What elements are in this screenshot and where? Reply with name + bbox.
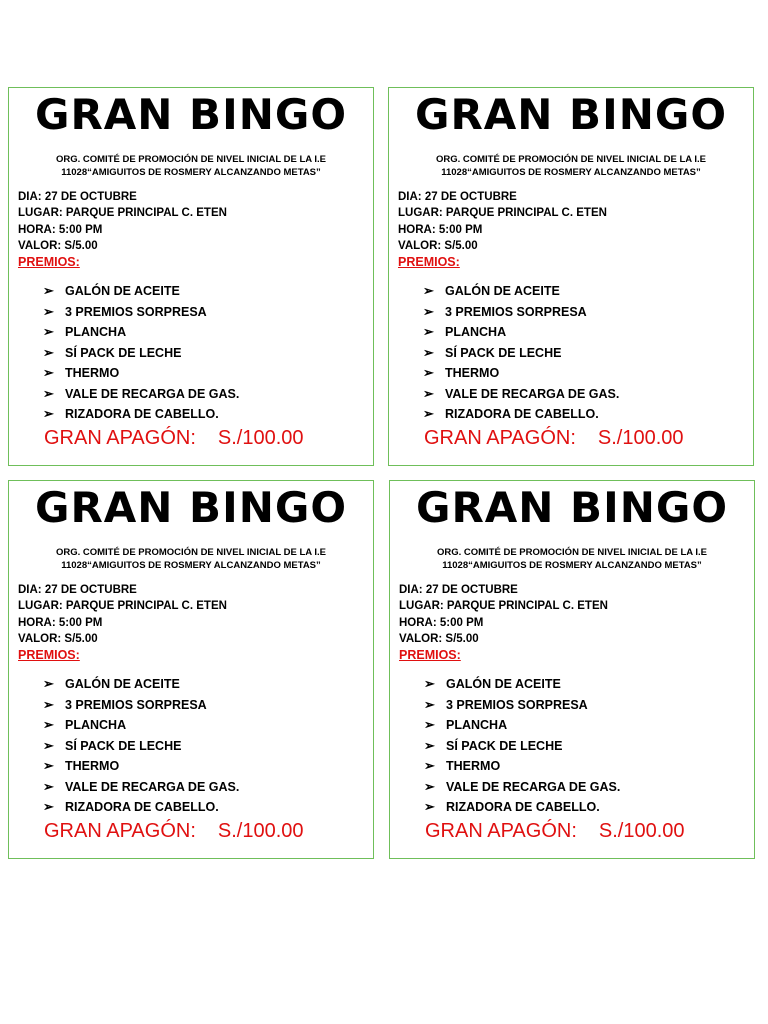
card-title: GRAN BINGO (34, 90, 348, 139)
prize-label: VALE DE RECARGA DE GAS. (446, 779, 621, 794)
arrowhead-bullet-icon: ➢ (423, 365, 434, 380)
event-place: LUGAR: PARQUE PRINCIPAL C. ETEN (18, 600, 227, 613)
prize-item (43, 674, 239, 695)
arrowhead-bullet-icon: ➢ (43, 778, 54, 794)
prize-item (43, 363, 239, 384)
event-price: VALOR: S/5.00 (18, 632, 98, 645)
prize-item (43, 343, 239, 364)
event-info (18, 189, 227, 254)
event-date: DIA: 27 DE OCTUBRE (18, 191, 137, 203)
arrowhead-bullet-icon: ➢ (43, 283, 54, 298)
event-time: HORA: 5:00 PM (399, 616, 484, 629)
prize-label: THERMO (445, 366, 500, 380)
event-place: LUGAR: PARQUE PRINCIPAL C. ETEN (398, 207, 607, 220)
prize-item (423, 302, 619, 323)
arrowhead-bullet-icon: ➢ (43, 676, 54, 691)
prize-label: THERMO (65, 759, 120, 773)
prize-label: PLANCHA (446, 718, 508, 732)
prize-label: VALE DE RECARGA DE GAS. (65, 779, 240, 794)
arrowhead-bullet-icon: ➢ (424, 737, 435, 753)
arrowhead-bullet-icon: ➢ (424, 758, 435, 773)
prize-item (424, 756, 620, 777)
event-date: DIA: 27 DE OCTUBRE (18, 584, 137, 596)
organizer-line: ORG. COMITÉ DE PROMOCIÓN DE NIVEL INICIAL DE LA I.E (55, 547, 327, 558)
prize-item (43, 756, 239, 777)
prize-label: PLANCHA (65, 718, 127, 732)
prize-label: RIZADORA DE CABELLO. (445, 407, 599, 421)
organizer-line: 11028“AMIGUITOS DE ROSMERY ALCANZANDO METAS” (61, 167, 321, 178)
prize-item (423, 281, 619, 302)
prize-label: RIZADORA DE CABELLO. (446, 800, 600, 814)
grand-prize-label: GRAN APAGÓN: (44, 427, 196, 449)
prize-list (423, 281, 619, 425)
arrowhead-bullet-icon: ➢ (423, 406, 434, 421)
arrowhead-bullet-icon: ➢ (423, 283, 434, 298)
arrowhead-bullet-icon: ➢ (424, 676, 435, 691)
prize-label: VALE DE RECARGA DE GAS. (65, 386, 240, 401)
prize-item (423, 322, 619, 343)
arrowhead-bullet-icon: ➢ (423, 324, 434, 339)
prize-label: RIZADORA DE CABELLO. (65, 800, 219, 814)
grand-prize (425, 818, 685, 844)
prize-label: SÍ PACK DE LECHE (446, 738, 563, 753)
prize-item (43, 302, 239, 323)
arrowhead-bullet-icon: ➢ (43, 717, 54, 732)
organizer-text (389, 153, 753, 179)
prize-list (43, 674, 239, 818)
grand-prize-amount: S./100.00 (217, 820, 304, 842)
prize-item (423, 363, 619, 384)
arrowhead-bullet-icon: ➢ (43, 737, 54, 753)
grand-prize-label: GRAN APAGÓN: (424, 427, 576, 449)
arrowhead-bullet-icon: ➢ (423, 344, 434, 360)
grand-prize-label: GRAN APAGÓN: (44, 820, 196, 842)
arrowhead-bullet-icon: ➢ (423, 385, 434, 401)
card-title: GRAN BINGO (34, 483, 348, 532)
prize-item (424, 715, 620, 736)
arrowhead-bullet-icon: ➢ (424, 717, 435, 732)
event-time: HORA: 5:00 PM (398, 223, 483, 236)
prize-item (423, 404, 619, 425)
organizer-line: ORG. COMITÉ DE PROMOCIÓN DE NIVEL INICIAL DE LA I.E (436, 547, 708, 558)
event-info (399, 582, 608, 647)
prize-item (424, 674, 620, 695)
arrowhead-bullet-icon: ➢ (43, 696, 54, 712)
prize-label: SÍ PACK DE LECHE (65, 738, 182, 753)
organizer-text (9, 546, 373, 572)
event-time: HORA: 5:00 PM (18, 616, 103, 629)
grand-prize (44, 425, 304, 451)
grand-prize-amount: S./100.00 (598, 820, 685, 842)
arrowhead-bullet-icon: ➢ (43, 406, 54, 421)
prize-item (43, 797, 239, 818)
organizer-line: 11028“AMIGUITOS DE ROSMERY ALCANZANDO METAS” (441, 167, 701, 178)
event-date: DIA: 27 DE OCTUBRE (398, 191, 517, 203)
prize-label: GALÓN DE ACEITE (445, 284, 560, 298)
arrowhead-bullet-icon: ➢ (43, 303, 54, 319)
organizer-line: 11028“AMIGUITOS DE ROSMERY ALCANZANDO METAS” (442, 560, 702, 571)
prize-label: RIZADORA DE CABELLO. (65, 407, 219, 421)
arrowhead-bullet-icon: ➢ (424, 799, 435, 814)
prize-item (43, 736, 239, 757)
prize-label: 3 PREMIOS SORPRESA (65, 304, 207, 319)
prize-label: THERMO (446, 759, 501, 773)
grand-prize-amount: S./100.00 (217, 427, 304, 449)
prize-item (43, 384, 239, 405)
prize-label: 3 PREMIOS SORPRESA (446, 697, 588, 712)
prizes-heading: PREMIOS: (399, 648, 461, 662)
prize-item (423, 343, 619, 364)
prize-item (423, 384, 619, 405)
arrowhead-bullet-icon: ➢ (43, 344, 54, 360)
prize-item (424, 797, 620, 818)
prize-item (43, 715, 239, 736)
organizer-text (390, 546, 754, 572)
card-title: GRAN BINGO (414, 90, 728, 139)
prize-label: PLANCHA (65, 325, 127, 339)
arrowhead-bullet-icon: ➢ (424, 696, 435, 712)
prize-item (43, 404, 239, 425)
grand-prize-label: GRAN APAGÓN: (425, 820, 577, 842)
prize-item (424, 695, 620, 716)
prize-item (43, 281, 239, 302)
prize-label: SÍ PACK DE LECHE (65, 345, 182, 360)
event-info (18, 582, 227, 647)
arrowhead-bullet-icon: ➢ (43, 385, 54, 401)
prize-list (424, 674, 620, 818)
arrowhead-bullet-icon: ➢ (43, 799, 54, 814)
prize-label: VALE DE RECARGA DE GAS. (445, 386, 620, 401)
prize-item (43, 695, 239, 716)
prize-item (43, 322, 239, 343)
arrowhead-bullet-icon: ➢ (43, 324, 54, 339)
prizes-heading: PREMIOS: (18, 255, 80, 269)
prize-label: THERMO (65, 366, 120, 380)
arrowhead-bullet-icon: ➢ (423, 303, 434, 319)
prizes-heading: PREMIOS: (18, 648, 80, 662)
event-info (398, 189, 607, 254)
grand-prize (424, 425, 684, 451)
bingo-card (388, 87, 754, 466)
event-date: DIA: 27 DE OCTUBRE (399, 584, 518, 596)
prize-label: PLANCHA (445, 325, 507, 339)
prize-label: GALÓN DE ACEITE (65, 284, 180, 298)
event-price: VALOR: S/5.00 (18, 239, 98, 252)
arrowhead-bullet-icon: ➢ (43, 365, 54, 380)
prize-item (43, 777, 239, 798)
prize-item (424, 777, 620, 798)
arrowhead-bullet-icon: ➢ (424, 778, 435, 794)
grand-prize (44, 818, 304, 844)
bingo-card (8, 87, 374, 466)
prize-list (43, 281, 239, 425)
prize-label: SÍ PACK DE LECHE (445, 345, 562, 360)
grand-prize-amount: S./100.00 (597, 427, 684, 449)
prize-item (424, 736, 620, 757)
bingo-card (389, 480, 755, 859)
event-place: LUGAR: PARQUE PRINCIPAL C. ETEN (399, 600, 608, 613)
prize-label: GALÓN DE ACEITE (65, 677, 180, 691)
prize-label: GALÓN DE ACEITE (446, 677, 561, 691)
event-time: HORA: 5:00 PM (18, 223, 103, 236)
prize-label: 3 PREMIOS SORPRESA (65, 697, 207, 712)
prize-label: 3 PREMIOS SORPRESA (445, 304, 587, 319)
card-title: GRAN BINGO (415, 483, 729, 532)
event-price: VALOR: S/5.00 (399, 632, 479, 645)
event-price: VALOR: S/5.00 (398, 239, 478, 252)
bingo-card (8, 480, 374, 859)
organizer-text (9, 153, 373, 179)
organizer-line: ORG. COMITÉ DE PROMOCIÓN DE NIVEL INICIAL DE LA I.E (435, 154, 707, 165)
prizes-heading: PREMIOS: (398, 255, 460, 269)
organizer-line: 11028“AMIGUITOS DE ROSMERY ALCANZANDO METAS” (61, 560, 321, 571)
event-place: LUGAR: PARQUE PRINCIPAL C. ETEN (18, 207, 227, 220)
arrowhead-bullet-icon: ➢ (43, 758, 54, 773)
organizer-line: ORG. COMITÉ DE PROMOCIÓN DE NIVEL INICIAL DE LA I.E (55, 154, 327, 165)
